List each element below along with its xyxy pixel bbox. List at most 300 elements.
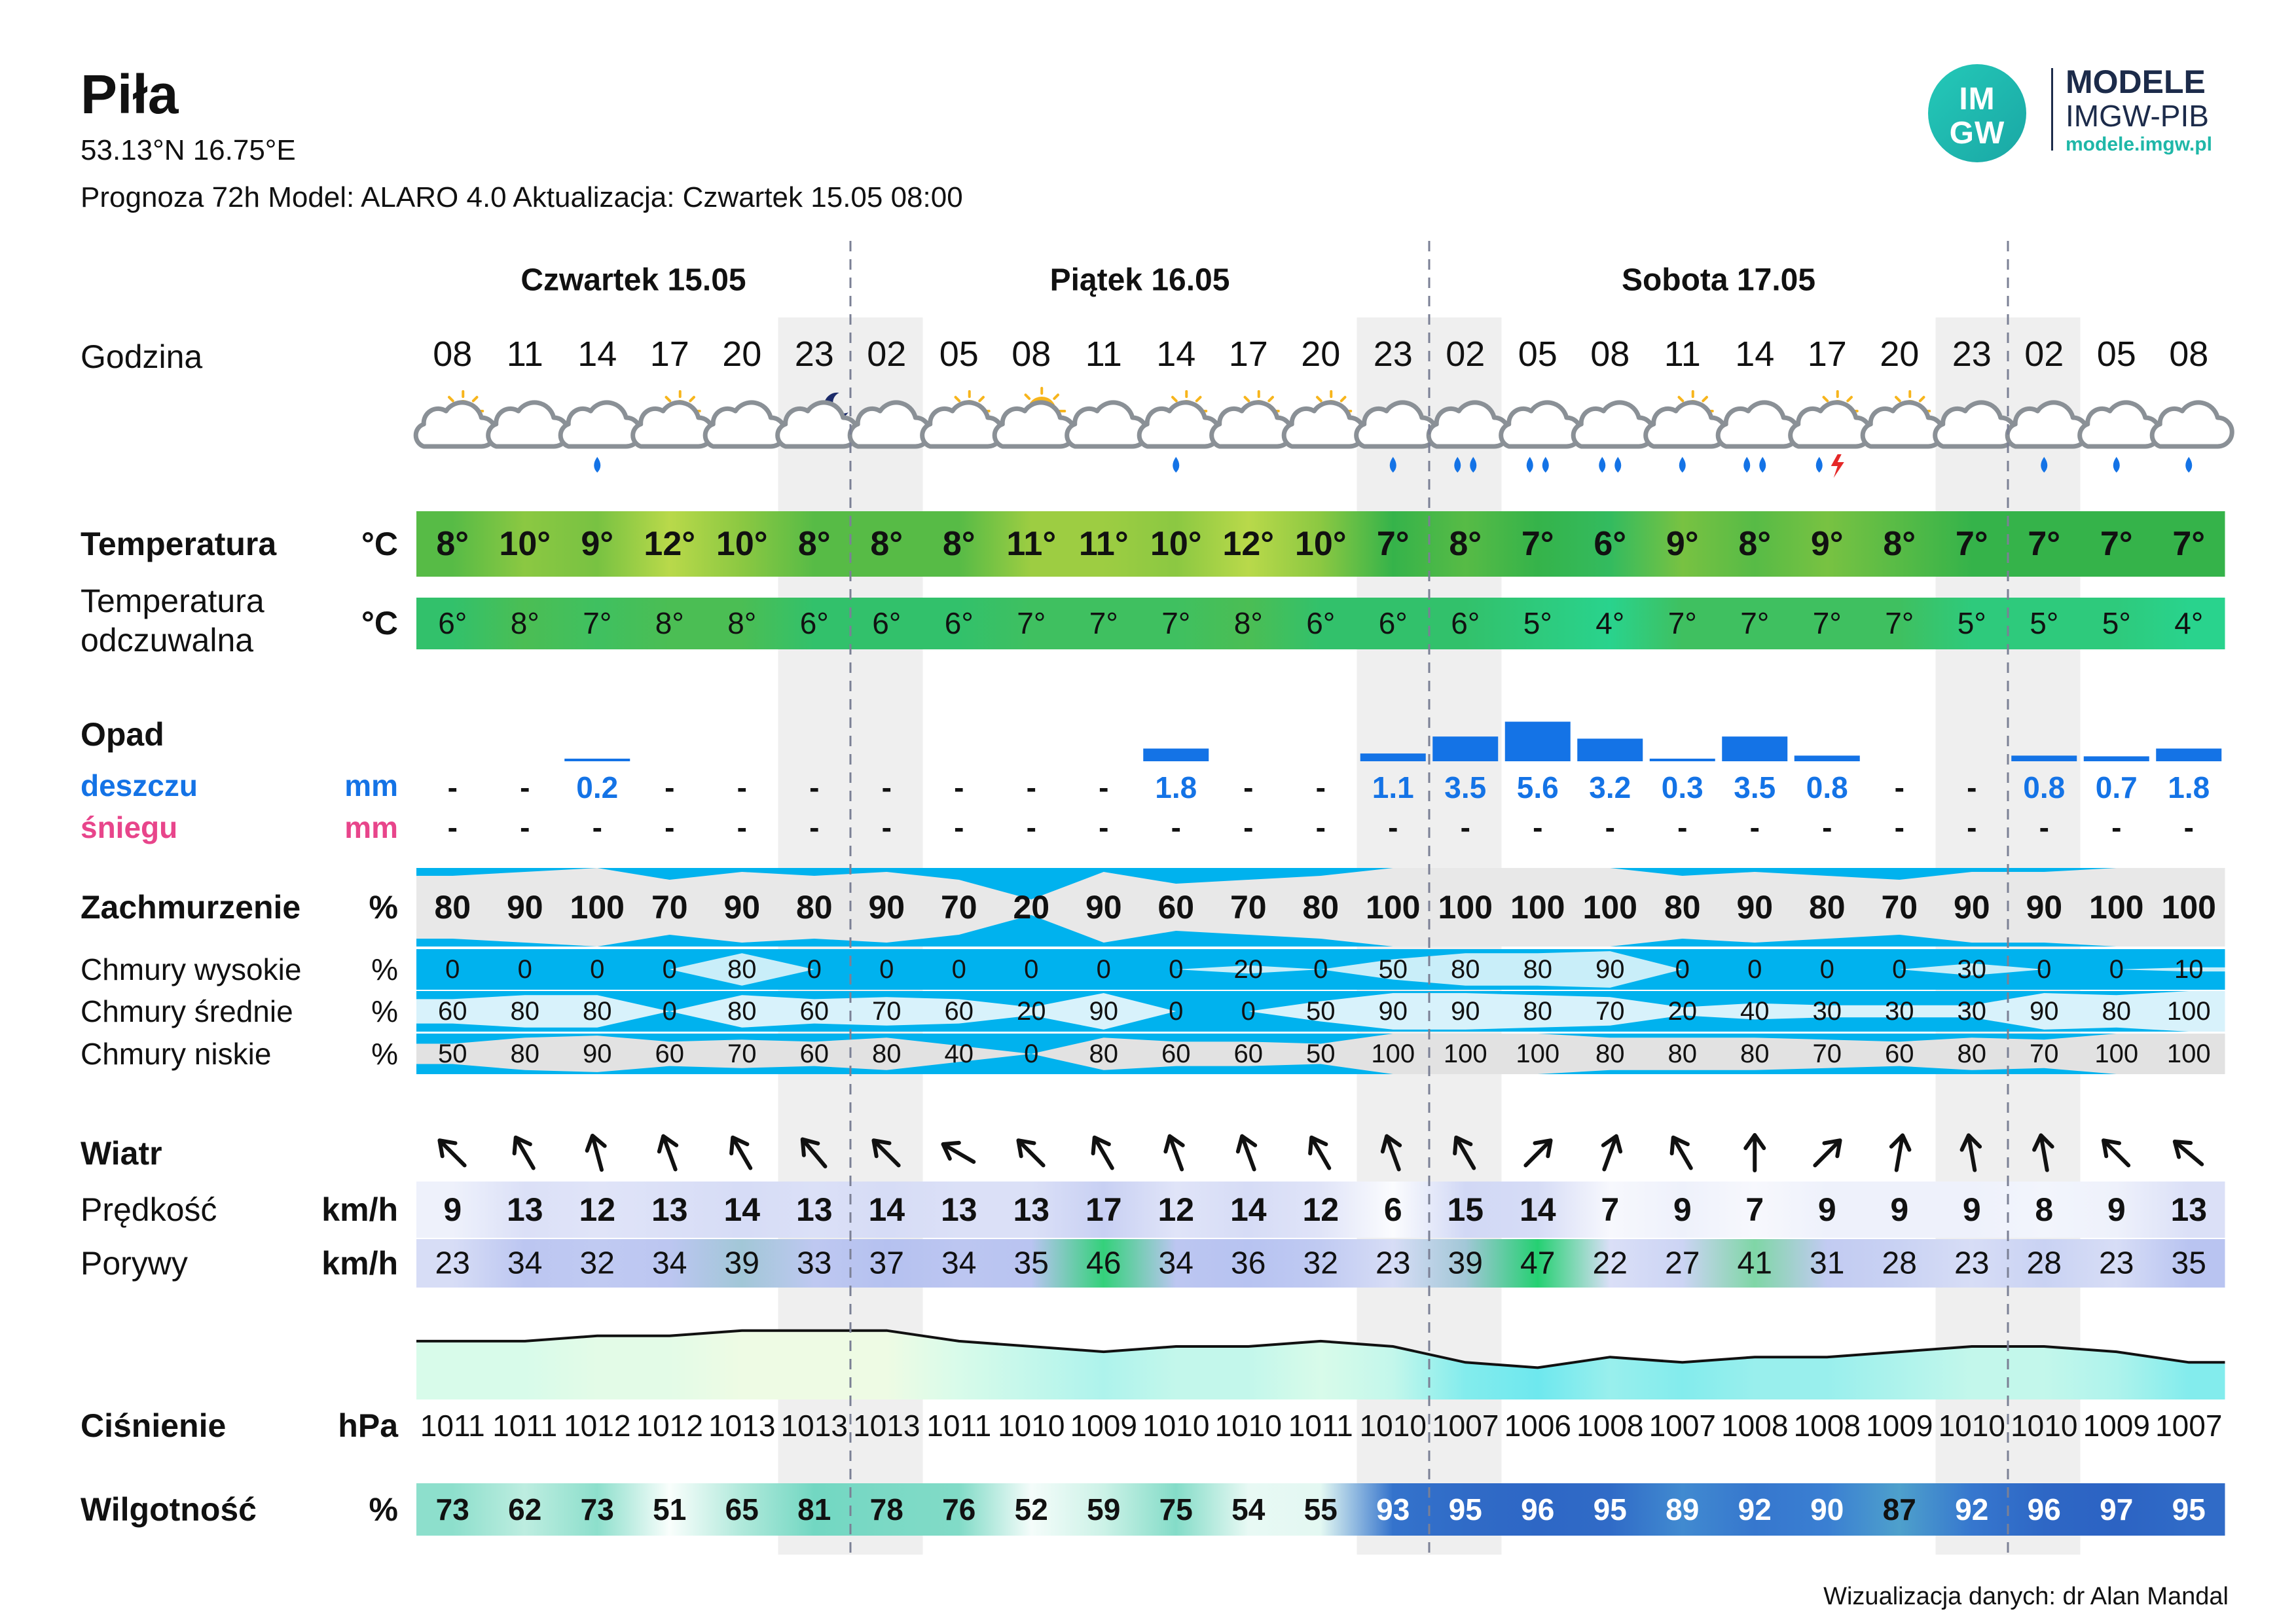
humidity-value: 97 — [2100, 1492, 2134, 1526]
speed-value: 9 — [1890, 1191, 1909, 1228]
day-header: Czwartek 15.05 — [520, 262, 746, 298]
cloud-shape — [1212, 403, 1292, 446]
rain-bar — [1143, 749, 1209, 761]
wind-arrow-icon — [583, 1133, 610, 1172]
cloud-high-value: 0 — [1819, 955, 1834, 984]
snow-value: - — [1605, 810, 1615, 844]
rain-value: - — [954, 770, 964, 804]
rain-drop — [1679, 457, 1686, 473]
cloud-icon — [1067, 403, 1147, 446]
cloud-high-value: 0 — [1675, 955, 1690, 984]
hour-label: 08 — [433, 334, 473, 374]
partly-sunny-icon — [1212, 391, 1292, 446]
gust-value: 23 — [2099, 1246, 2134, 1281]
cloud-total-value: 100 — [1582, 889, 1637, 926]
arrow-shaft — [1525, 1142, 1548, 1165]
cloud-low-value: 70 — [2030, 1039, 2059, 1068]
speed-value: 14 — [1519, 1191, 1556, 1228]
cloud-low-value: 90 — [583, 1039, 612, 1068]
cloud-mid-value: 0 — [662, 997, 677, 1026]
cloud-low-value: 80 — [1595, 1039, 1625, 1068]
cloud-high-value: 80 — [1523, 955, 1552, 984]
gust-value: 39 — [724, 1246, 759, 1281]
sun-cloud-icon — [994, 388, 1074, 446]
cloud-low-value: 60 — [799, 1039, 829, 1068]
wind-arrow-icon — [939, 1136, 979, 1170]
sun-ray — [690, 397, 694, 401]
humidity-value: 62 — [508, 1492, 542, 1526]
cloud-low-unit: % — [371, 1037, 398, 1071]
rain-drop — [594, 457, 600, 473]
cloud-shape — [1646, 403, 1726, 446]
wind-arrow-icon — [1595, 1133, 1625, 1172]
sun-ray — [1824, 397, 1828, 401]
cloud-high-value: 0 — [1096, 955, 1111, 984]
wind-arrow-icon — [725, 1133, 758, 1173]
gust-value: 46 — [1086, 1246, 1121, 1281]
cloud-shape — [994, 403, 1074, 446]
speed-value: 7 — [1601, 1191, 1620, 1228]
rain-value: 1.1 — [1372, 770, 1414, 804]
cloud-mid-value: 80 — [510, 997, 539, 1026]
cloud-shape — [1718, 403, 1798, 446]
cloud-total-value: 60 — [1157, 889, 1195, 926]
rain-bar — [2084, 756, 2149, 761]
cloud-total-value: 100 — [1366, 889, 1421, 926]
rain-label: deszczu — [81, 768, 198, 803]
partly-sunny-rain-icon — [1646, 391, 1726, 473]
pressure-value: 1007 — [1432, 1409, 1499, 1443]
gust-value: 31 — [1810, 1246, 1845, 1281]
humidity-value: 54 — [1231, 1492, 1266, 1526]
cloud-shape — [560, 403, 640, 446]
feels-value: 4° — [1595, 606, 1625, 640]
hour-label: 23 — [794, 334, 834, 374]
cloud-high-value: 80 — [727, 955, 757, 984]
pressure-value: 1010 — [1214, 1409, 1282, 1443]
humidity-value: 73 — [580, 1492, 614, 1526]
gust-value: 23 — [435, 1246, 470, 1281]
cloud-low-value: 80 — [1740, 1039, 1770, 1068]
temperature-value: 8° — [942, 525, 975, 563]
cloud-shape — [2080, 403, 2160, 446]
cloud-high-value: 0 — [2037, 955, 2052, 984]
temperature-value: 8° — [1738, 525, 1772, 563]
humidity-value: 73 — [435, 1492, 469, 1526]
cloud-high-value: 0 — [951, 955, 966, 984]
cloud-total-value: 100 — [1438, 889, 1493, 926]
rain-drop — [1759, 457, 1766, 473]
snow-value: - — [1894, 810, 1904, 844]
cloud-total-value: 90 — [723, 889, 761, 926]
temperature-value: 8° — [1883, 525, 1916, 563]
cloud-total-value: 90 — [868, 889, 905, 926]
cloud-total-value: 90 — [1085, 889, 1122, 926]
cloud-mid-value: 80 — [727, 997, 757, 1026]
humidity-value: 95 — [2172, 1492, 2206, 1526]
cloud-mid-value: 80 — [1523, 997, 1552, 1026]
wind-arrow-icon — [1519, 1134, 1557, 1172]
gust-value: 35 — [1013, 1246, 1049, 1281]
humidity-value: 75 — [1159, 1492, 1193, 1526]
cloud-low-value: 50 — [1306, 1039, 1336, 1068]
forecast-meta: Prognoza 72h Model: ALARO 4.0 Aktualizacja: Czwartek 15.05 08:00 — [81, 181, 963, 213]
temperature-value: 9° — [581, 525, 614, 563]
humidity-value: 96 — [2027, 1492, 2061, 1526]
sun-ray — [1920, 397, 1924, 401]
hour-label: 11 — [506, 334, 543, 374]
speed-value: 9 — [1817, 1191, 1836, 1228]
speed-value: 13 — [795, 1191, 833, 1228]
cloud-high-value: 10 — [2174, 955, 2204, 984]
temperature-unit: °C — [361, 526, 398, 562]
cloud-shape — [1284, 403, 1364, 446]
cloud-high-label: Chmury wysokie — [81, 952, 302, 986]
gust-value: 47 — [1520, 1246, 1556, 1281]
sun-ray — [666, 397, 670, 401]
pressure-value: 1011 — [1288, 1409, 1353, 1443]
temperature-value: 7° — [2028, 525, 2061, 563]
temperature-value: 7° — [2172, 525, 2206, 563]
temperature-value: 11° — [1078, 525, 1129, 563]
cloud-low-value: 50 — [438, 1039, 467, 1068]
rain-value: - — [665, 770, 675, 804]
sun-ray — [1679, 397, 1683, 401]
speed-value: 9 — [2107, 1191, 2126, 1228]
cloud-total-value: 70 — [940, 889, 977, 926]
day-header: Sobota 17.05 — [1621, 262, 1816, 298]
cloud-low-value: 60 — [1233, 1039, 1263, 1068]
cloud-total-value: 90 — [2026, 889, 2063, 926]
pressure-row — [416, 1331, 2225, 1443]
humidity-value: 55 — [1303, 1492, 1338, 1526]
cloud-mid-value: 60 — [944, 997, 974, 1026]
rain-unit: mm — [344, 768, 398, 803]
cloud-total-value: 80 — [1302, 889, 1339, 926]
cloud-low-value: 100 — [2166, 1039, 2211, 1068]
rain-value: 1.8 — [2168, 770, 2210, 804]
wind-label: Wiatr — [81, 1135, 162, 1172]
cloud-shape — [922, 403, 1002, 446]
feels-value: 7° — [583, 606, 612, 640]
snow-value: - — [1460, 810, 1470, 844]
pressure-value: 1008 — [1576, 1409, 1644, 1443]
feels-value: 7° — [1667, 606, 1697, 640]
godzina-label: Godzina — [81, 338, 203, 375]
cloud-high-value: 0 — [1747, 955, 1762, 984]
snow-label: śniegu — [81, 810, 178, 844]
feels-value: 6° — [944, 606, 974, 640]
snow-value: - — [1099, 810, 1109, 844]
day-headers — [520, 263, 1815, 298]
cloud-rain-icon — [2152, 403, 2232, 473]
cloud-high-value: 0 — [1169, 955, 1184, 984]
speed-value: 14 — [868, 1191, 905, 1228]
humidity-value: 52 — [1014, 1492, 1048, 1526]
wind-arrow-icon — [1087, 1133, 1120, 1173]
cloud-heavy-rain-icon — [1718, 403, 1798, 473]
cloud-total-value: 100 — [2161, 889, 2216, 926]
pressure-label: Ciśnienie — [81, 1407, 227, 1444]
temperature-value: 12° — [1222, 525, 1275, 563]
feels-value: 7° — [1740, 606, 1770, 640]
temperature-value: 12° — [644, 525, 696, 563]
rain-bar — [1650, 759, 1715, 761]
cloud-high-value: 0 — [590, 955, 605, 984]
partly-sunny-icon — [1863, 391, 1942, 446]
cloud-total-value: 20 — [1013, 889, 1050, 926]
gust-value: 33 — [797, 1246, 832, 1281]
speed-value: 9 — [443, 1191, 462, 1228]
wind-arrow-icon — [1012, 1134, 1050, 1172]
feels-value: 6° — [438, 606, 467, 640]
pressure-value: 1006 — [1504, 1409, 1571, 1443]
coordinates: 53.13°N 16.75°E — [81, 134, 296, 166]
humidity-value: 95 — [1593, 1492, 1627, 1526]
rain-drop — [1743, 457, 1750, 473]
snow-value: - — [1822, 810, 1832, 844]
speed-label: Prędkość — [81, 1191, 217, 1228]
location-title: Piła — [81, 63, 179, 125]
cloud-low-value: 70 — [1812, 1039, 1842, 1068]
snow-value: - — [1533, 810, 1543, 844]
pressure-value: 1007 — [1649, 1409, 1716, 1443]
partly-sunny-icon — [633, 391, 713, 446]
cloud-low-value: 100 — [1443, 1039, 1487, 1068]
cloud-low-value: 80 — [1957, 1039, 1986, 1068]
speed-value: 12 — [1302, 1191, 1339, 1228]
hour-label: 17 — [1228, 334, 1268, 374]
row-labels — [81, 338, 399, 1528]
cloud-mid-value: 30 — [1812, 997, 1842, 1026]
gust-value: 41 — [1737, 1246, 1772, 1281]
rain-value: - — [881, 770, 892, 804]
humidity-value: 93 — [1376, 1492, 1410, 1526]
humidity-value: 59 — [1087, 1492, 1121, 1526]
gust-value: 23 — [1954, 1246, 1990, 1281]
rain-drop — [1614, 457, 1621, 473]
cloud-shape — [1139, 403, 1219, 446]
gusts-label: Porywy — [81, 1245, 188, 1282]
pressure-value: 1011 — [492, 1409, 558, 1443]
temperature-value: 7° — [1955, 525, 1988, 563]
cloud-icon — [705, 403, 785, 446]
rain-bar — [1722, 736, 1787, 761]
humidity-value: 78 — [869, 1492, 903, 1526]
rain-value: 5.6 — [1516, 770, 1559, 804]
rain-value: - — [1967, 770, 1977, 804]
cloud-shape — [1067, 403, 1147, 446]
hour-label: 11 — [1085, 334, 1122, 374]
wind-arrow-icon — [433, 1134, 471, 1172]
rain-value: - — [1026, 770, 1036, 804]
speed-value: 8 — [2035, 1191, 2054, 1228]
speed-value: 15 — [1447, 1191, 1484, 1228]
temperature-value: 9° — [1810, 525, 1844, 563]
rain-value: - — [809, 770, 820, 804]
cloud-low-label: Chmury niskie — [81, 1037, 272, 1071]
pressure-value: 1010 — [1359, 1409, 1427, 1443]
cloud-low-value: 60 — [1885, 1039, 1914, 1068]
rain-drop — [1816, 457, 1823, 473]
cloud-high-value: 0 — [2109, 955, 2124, 984]
speed-value: 17 — [1085, 1191, 1122, 1228]
wind-arrow-icon — [1666, 1133, 1699, 1173]
feels-value: 7° — [1089, 606, 1118, 640]
humidity-value: 95 — [1448, 1492, 1482, 1526]
rain-bar — [564, 759, 630, 761]
arrow-shaft — [2177, 1144, 2202, 1164]
speed-value: 13 — [940, 1191, 977, 1228]
snow-value: - — [954, 810, 964, 844]
cloud-mid-value: 60 — [799, 997, 829, 1026]
humidity-label: Wilgotność — [81, 1491, 257, 1528]
cloud-total-value: 80 — [795, 889, 833, 926]
rain-bar — [1432, 736, 1498, 761]
speed-unit: km/h — [321, 1191, 398, 1228]
rain-bar — [1360, 753, 1426, 761]
humidity-row — [416, 1483, 2225, 1536]
feels-value: 6° — [1306, 606, 1336, 640]
gust-value: 34 — [941, 1246, 977, 1281]
cloud-total-value: 100 — [2089, 889, 2144, 926]
cloud-low-value: 80 — [510, 1039, 539, 1068]
logo-circle-text: IM GW — [1949, 82, 2005, 151]
pressure-value: 1011 — [926, 1409, 992, 1443]
partly-sunny-rain-icon — [1139, 391, 1219, 473]
hour-label: 23 — [1952, 334, 1992, 374]
hour-label: 20 — [1880, 334, 1920, 374]
rain-value: - — [447, 770, 458, 804]
cloud-low-value: 100 — [1371, 1039, 1415, 1068]
hour-label: 17 — [649, 334, 689, 374]
humidity-unit: % — [369, 1491, 398, 1528]
snow-value: - — [2039, 810, 2049, 844]
hour-label: 14 — [577, 334, 617, 374]
pressure-unit: hPa — [338, 1407, 398, 1444]
gust-value: 34 — [1158, 1246, 1194, 1281]
cloud-shape — [1863, 403, 1942, 446]
cloud-low-value: 100 — [1516, 1039, 1560, 1068]
cloud-mid-value: 20 — [1017, 997, 1046, 1026]
rain-value: 0.3 — [1661, 770, 1704, 804]
rain-bar — [2011, 755, 2077, 761]
cloud-high-value: 0 — [1892, 955, 1907, 984]
cloud-low-value: 0 — [1024, 1039, 1039, 1068]
arrow-shaft — [441, 1142, 464, 1165]
pressure-value: 1012 — [564, 1409, 631, 1443]
rain-bar — [2156, 749, 2221, 761]
snow-value: - — [1026, 810, 1036, 844]
cloud-high-value: 0 — [1024, 955, 1039, 984]
feels-value: 7° — [1812, 606, 1842, 640]
sun-ray — [1026, 395, 1030, 399]
cloud-low-value: 70 — [727, 1039, 757, 1068]
cloud-low-value: 40 — [944, 1039, 974, 1068]
feels-value: 8° — [510, 606, 539, 640]
cloud-low-value: 100 — [2094, 1039, 2139, 1068]
sun-ray — [1054, 395, 1058, 399]
cloud-high-value: 0 — [517, 955, 532, 984]
cloud-shape — [633, 403, 713, 446]
rain-drop — [2185, 457, 2192, 473]
cloud-high-value: 0 — [445, 955, 460, 984]
speed-value: 12 — [579, 1191, 616, 1228]
humidity-value: 92 — [1738, 1492, 1772, 1526]
feels-value: 5° — [1523, 606, 1552, 640]
cloud-shape — [488, 403, 568, 446]
cloud-mid-label: Chmury średnie — [81, 994, 293, 1028]
cloud-low-value: 60 — [655, 1039, 684, 1068]
wind-arrow-icon — [508, 1133, 541, 1173]
snow-value: - — [2183, 810, 2194, 844]
rain-value: - — [1315, 770, 1326, 804]
cloud-icon — [488, 403, 568, 446]
rain-bar — [1505, 722, 1571, 761]
cloud-rain-icon — [2080, 403, 2160, 473]
speed-value: 7 — [1745, 1191, 1764, 1228]
cloud-mid-value: 60 — [438, 997, 467, 1026]
arrow-shaft — [1815, 1142, 1838, 1165]
cloud-shape — [416, 403, 496, 446]
temperature-value: 6° — [1594, 525, 1627, 563]
cloud-mid-value: 40 — [1740, 997, 1770, 1026]
gust-value: 28 — [1882, 1246, 1917, 1281]
humidity-value: 81 — [797, 1492, 831, 1526]
speed-value: 9 — [1962, 1191, 1981, 1228]
rain-drop — [1542, 457, 1549, 473]
sun-ray — [1269, 397, 1273, 401]
pressure-value: 1010 — [2011, 1409, 2078, 1443]
rain-value: 0.7 — [2095, 770, 2138, 804]
cloud-mid-value: 90 — [1451, 997, 1480, 1026]
speed-value: 13 — [1013, 1191, 1050, 1228]
cloud-total-value: 70 — [1230, 889, 1267, 926]
humidity-value: 51 — [653, 1492, 687, 1526]
pressure-value: 1008 — [1721, 1409, 1789, 1443]
snow-value: - — [2111, 810, 2122, 844]
sun-ray — [1197, 397, 1201, 401]
snow-value: - — [665, 810, 675, 844]
clouds-unit: % — [369, 889, 398, 926]
sun-ray — [1703, 397, 1707, 401]
cloud-heavy-rain-icon — [1573, 403, 1653, 473]
cloud-total-value: 100 — [570, 889, 625, 926]
cloud-low-value: 80 — [1089, 1039, 1118, 1068]
gust-value: 28 — [2026, 1246, 2062, 1281]
pressure-value: 1009 — [1070, 1409, 1137, 1443]
hour-label: 20 — [1301, 334, 1341, 374]
temperature-value: 8° — [870, 525, 903, 563]
sun-ray — [449, 397, 453, 401]
feels-label-2: odczuwalna — [81, 622, 254, 659]
rain-value: - — [737, 770, 747, 804]
pressure-value: 1010 — [1938, 1409, 2005, 1443]
temperature-value: 10° — [499, 525, 551, 563]
cloud-high-value: 90 — [1595, 955, 1625, 984]
pressure-value: 1008 — [1793, 1409, 1861, 1443]
feels-value: 6° — [872, 606, 902, 640]
humidity-value: 76 — [942, 1492, 976, 1526]
wind-arrow-icon — [655, 1133, 684, 1172]
feels-value: 5° — [2102, 606, 2131, 640]
cloud-total-value: 70 — [1881, 889, 1918, 926]
cloud-mid-value: 80 — [2102, 997, 2131, 1026]
cloud-high-value: 0 — [662, 955, 677, 984]
hour-label: 20 — [722, 334, 762, 374]
cloud-shape — [705, 403, 785, 446]
humidity-value: 65 — [725, 1492, 759, 1526]
